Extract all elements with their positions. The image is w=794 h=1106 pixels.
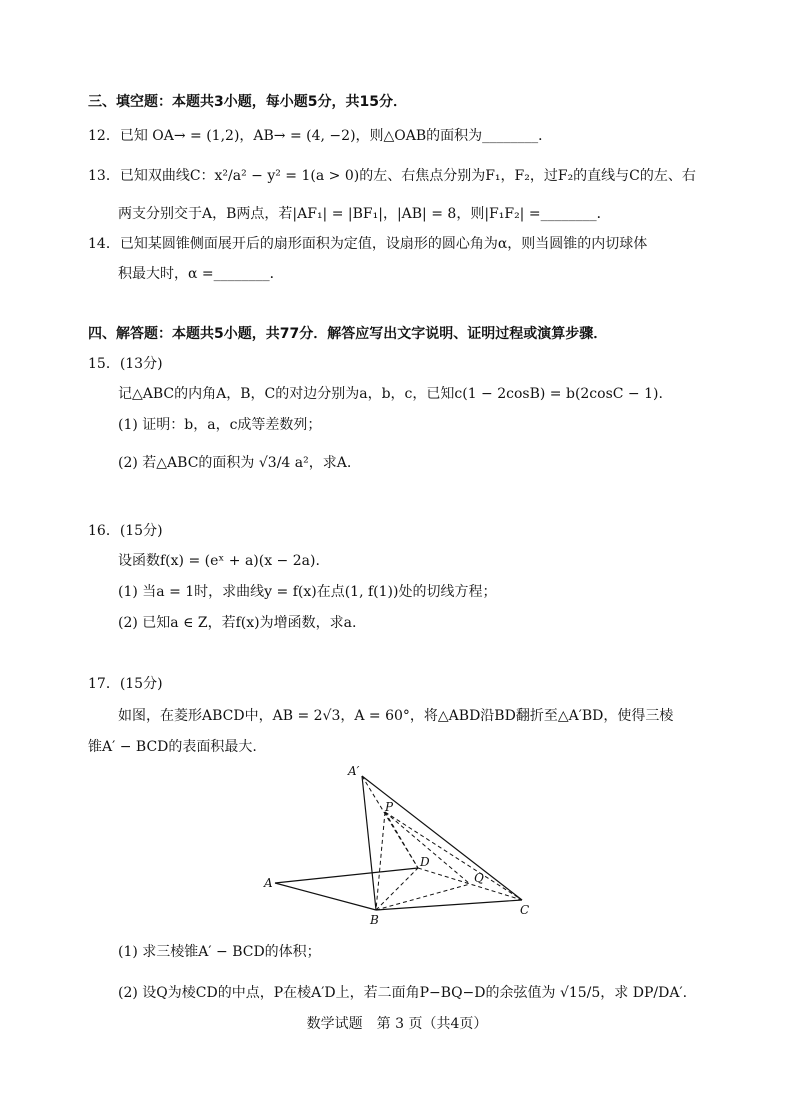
edge-AB — [275, 883, 376, 910]
question-15-label: 15．(13分) — [88, 356, 163, 372]
label-A-prime: A′ — [348, 764, 360, 778]
question-15-stem: 记△ABC的内角A，B，C的对边分别为a，b，c，已知c(1 − 2cosB) = b(2cosC − 1). — [118, 386, 663, 402]
edge-BC — [376, 900, 522, 910]
question-16-part1: (1) 当a = 1时，求曲线y = f(x)在点(1, f(1))处的切线方程； — [118, 584, 497, 600]
question-16-label: 16．(15分) — [88, 523, 163, 539]
label-B: B — [370, 913, 379, 927]
label-D: D — [420, 855, 430, 869]
question-17-stem-line1: 如图，在菱形ABCD中，AB = 2√3，A = 60°，将△ABD沿BD翻折至△A′BD，使得三棱 — [118, 708, 674, 724]
edge-PC — [385, 812, 522, 900]
question-17-part1: (1) 求三棱锥A′ − BCD的体积； — [118, 944, 321, 960]
label-P: P — [385, 800, 394, 814]
question-13-line1: 13．已知双曲线C：x²/a² − y² = 1(a > 0)的左、右焦点分别为F₁，F₂，过F₂的直线与C的左、右 — [88, 168, 696, 184]
question-14-line1: 14．已知某圆锥侧面展开后的扇形面积为定值，设扇形的圆心角为α，则当圆锥的内切球体 — [88, 236, 648, 252]
edge-DC — [418, 868, 522, 900]
edge-BQ — [376, 884, 470, 910]
question-15-part1: (1) 证明：b，a，c成等差数列； — [118, 417, 322, 433]
edge-PQ — [385, 812, 470, 884]
label-C: C — [520, 903, 530, 917]
question-16-part2: (2) 已知a ∈ Z，若f(x)为增函数，求a. — [118, 615, 357, 631]
question-15-part2: (2) 若△ABC的面积为 √3/4 a²，求A. — [118, 455, 352, 471]
question-14-line2: 积最大时，α =________． — [118, 266, 284, 282]
edge-AD — [275, 868, 418, 883]
question-13-line2: 两支分别交于A，B两点，若|AF₁| = |BF₁|，|AB| = 8，则|F₁F₂| =________． — [118, 206, 611, 222]
section3-header: 三、填空题：本题共3小题，每小题5分，共15分． — [88, 94, 407, 110]
question-16-stem: 设函数f(x) = (eˣ + a)(x − 2a). — [118, 553, 320, 569]
edge-PB — [376, 812, 385, 910]
question-17-stem-line2: 锥A′ − BCD的表面积最大. — [88, 739, 257, 755]
section4-header: 四、解答题：本题共5小题，共77分．解答应写出文字说明、证明过程或演算步骤． — [88, 326, 608, 342]
label-A: A — [264, 876, 273, 890]
label-Q: Q — [474, 871, 484, 885]
edge-PD — [385, 812, 418, 868]
question-12: 12．已知 OA→ = (1,2)，AB→ = (4, −2)，则△OAB的面积为________． — [88, 128, 553, 144]
question-17-part2: (2) 设Q为棱CD的中点，P在棱A′D上，若二面角P−BQ−D的余弦值为 √15/5，求 DP/DA′. — [118, 985, 688, 1001]
question-17-label: 17．(15分) — [88, 676, 163, 692]
page-footer: 数学试题 第 3 页（共4页） — [306, 1016, 488, 1032]
edge-A'C — [362, 776, 522, 900]
